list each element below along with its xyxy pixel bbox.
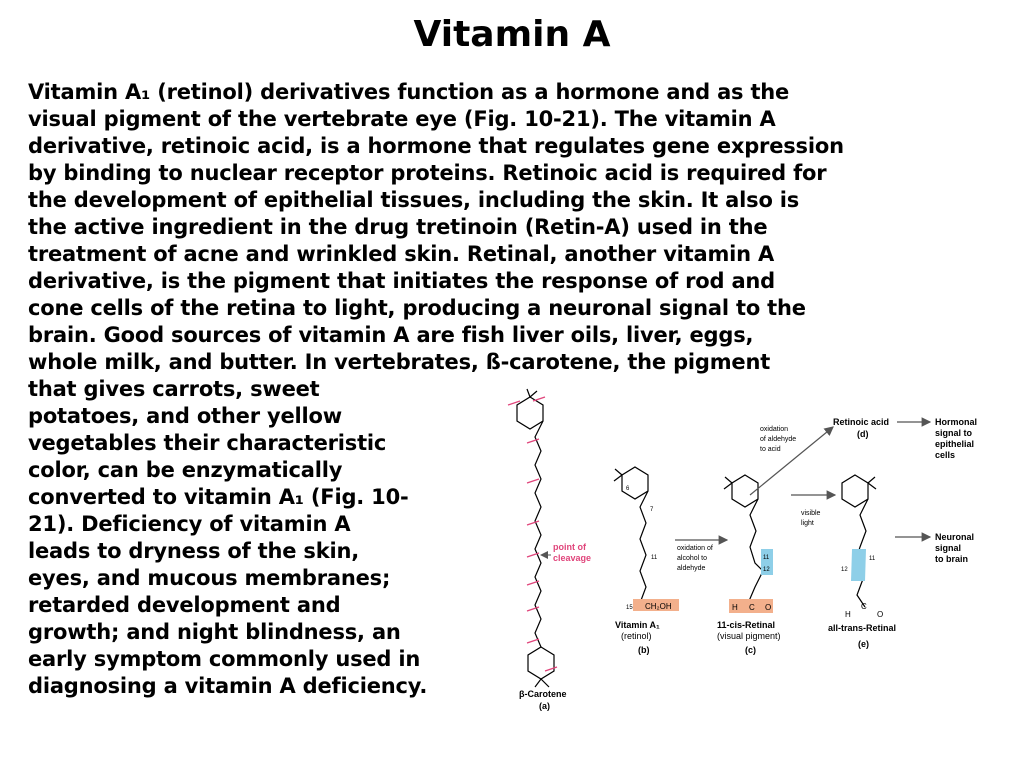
ch2oh-label: CH₂OH — [645, 602, 672, 611]
visual-pigment-label: (visual pigment) — [717, 631, 781, 641]
aldehyde-c-c: C — [749, 603, 755, 612]
trans-retinal-structure — [842, 475, 876, 607]
text-line: retarded development and — [28, 593, 341, 617]
neuronal-label-2: signal — [935, 543, 962, 553]
oxidation-alcohol-label-1: oxidation of — [677, 545, 713, 552]
vitamin-a-figure — [505, 385, 1005, 715]
text-line: cone cells of the retina to light, producing a neuronal signal to the — [28, 296, 806, 320]
oxidation-aldehyde-label-2: of aldehyde — [760, 436, 797, 443]
oxidation-aldehyde-label-3: to acid — [760, 446, 781, 453]
text-line: Vitamin A₁ (retinol) derivatives function as a hormone and as the — [28, 80, 790, 104]
cis-retinal-structure — [724, 475, 763, 601]
text-line: the active ingredient in the drug tretinoin (Retin-A) used in the — [28, 215, 768, 239]
hormonal-label-4: cells — [935, 450, 956, 460]
hormonal-label-3: epithelial — [935, 439, 975, 449]
text-line: vegetables their characteristic — [28, 431, 387, 455]
text-line: color, can be enzymatically — [28, 458, 343, 482]
neuronal-label-1: Neuronal — [935, 532, 975, 542]
label-b: (b) — [638, 645, 650, 655]
text-line: brain. Good sources of vitamin A are fish liver oils, liver, eggs, — [28, 323, 754, 347]
label-a: (a) — [539, 701, 550, 711]
trans-retinal-label: all-trans-Retinal — [828, 623, 897, 633]
hormonal-label-2: signal to — [935, 428, 973, 438]
text-line: visual pigment of the vertebrate eye (Fig. 10-21). The vitamin A — [28, 107, 776, 131]
text-line: 21). Deficiency of vitamin A — [28, 512, 351, 536]
text-line: early symptom commonly used in — [28, 647, 421, 671]
text-line: by binding to nuclear receptor proteins. Retinoic acid is required for — [28, 161, 827, 185]
text-line: that gives carrots, sweet — [28, 377, 320, 401]
text-line: leads to dryness of the skin, — [28, 539, 360, 563]
carbon-11-e-label: 11 — [869, 556, 876, 562]
text-line: whole milk, and butter. In vertebrates, ß-carotene, the pigment — [28, 350, 771, 374]
cleavage-label-2: cleavage — [553, 553, 592, 563]
carbon-12-c-label: 12 — [763, 567, 770, 573]
neuronal-label-3: to brain — [935, 554, 968, 564]
text-line: potatoes, and other yellow — [28, 404, 342, 428]
carbon-12-e-label: 12 — [841, 567, 848, 573]
retinoic-acid-label: Retinoic acid — [833, 417, 890, 427]
slide-title: Vitamin A — [413, 14, 611, 55]
cis-retinal-label: 11-cis-Retinal — [717, 620, 776, 630]
text-line: the development of epithelial tissues, including the skin. It also is — [28, 188, 800, 212]
oxidation-alcohol-label-2: alcohol to — [677, 555, 707, 562]
cleavage-marks — [508, 397, 557, 671]
beta-carotene-label: β-Carotene — [519, 689, 567, 699]
carbon-7-label: 7 — [650, 507, 654, 513]
carbon-11-c-label: 11 — [763, 555, 770, 561]
cleavage-label-1: point of — [553, 542, 586, 552]
aldehyde-o-e: O — [877, 610, 884, 619]
text-line: eyes, and mucous membranes; — [28, 566, 391, 590]
text-line: converted to vitamin A₁ (Fig. 10- — [28, 485, 409, 509]
vitamin-a1-label: Vitamin A₁ — [615, 620, 660, 630]
aldehyde-h-e: H — [845, 610, 851, 619]
aldehyde-c-e: C — [861, 602, 867, 611]
hormonal-label-1: Hormonal — [935, 417, 978, 427]
oxidation-aldehyde-label-1: oxidation — [760, 426, 789, 433]
visible-light-label-1: visible — [801, 510, 821, 517]
text-line: growth; and night blindness, an — [28, 620, 401, 644]
carbon-6-label: 6 — [626, 486, 630, 492]
carbon-15-label: 15 — [626, 605, 633, 611]
aldehyde-h-c: H — [732, 603, 738, 612]
oxidation-alcohol-label-3: aldehyde — [677, 565, 706, 572]
visible-light-label-2: light — [801, 520, 814, 527]
aldehyde-o-c: O — [765, 603, 772, 612]
retinol-label: (retinol) — [621, 631, 652, 641]
text-line: derivative, retinoic acid, is a hormone that regulates gene expression — [28, 134, 844, 158]
label-e: (e) — [858, 639, 869, 649]
text-line: diagnosing a vitamin A deficiency. — [28, 674, 428, 698]
label-d: (d) — [857, 429, 869, 439]
carbon-11-b-label: 11 — [651, 555, 658, 561]
retinol-structure — [614, 467, 648, 603]
beta-carotene-structure — [517, 389, 554, 687]
label-c: (c) — [745, 645, 756, 655]
text-line: treatment of acne and wrinkled skin. Retinal, another vitamin A — [28, 242, 775, 266]
structure-diagram — [505, 385, 1005, 715]
trans-bond-highlight — [851, 549, 866, 581]
text-line: derivative, is the pigment that initiates the response of rod and — [28, 269, 775, 293]
